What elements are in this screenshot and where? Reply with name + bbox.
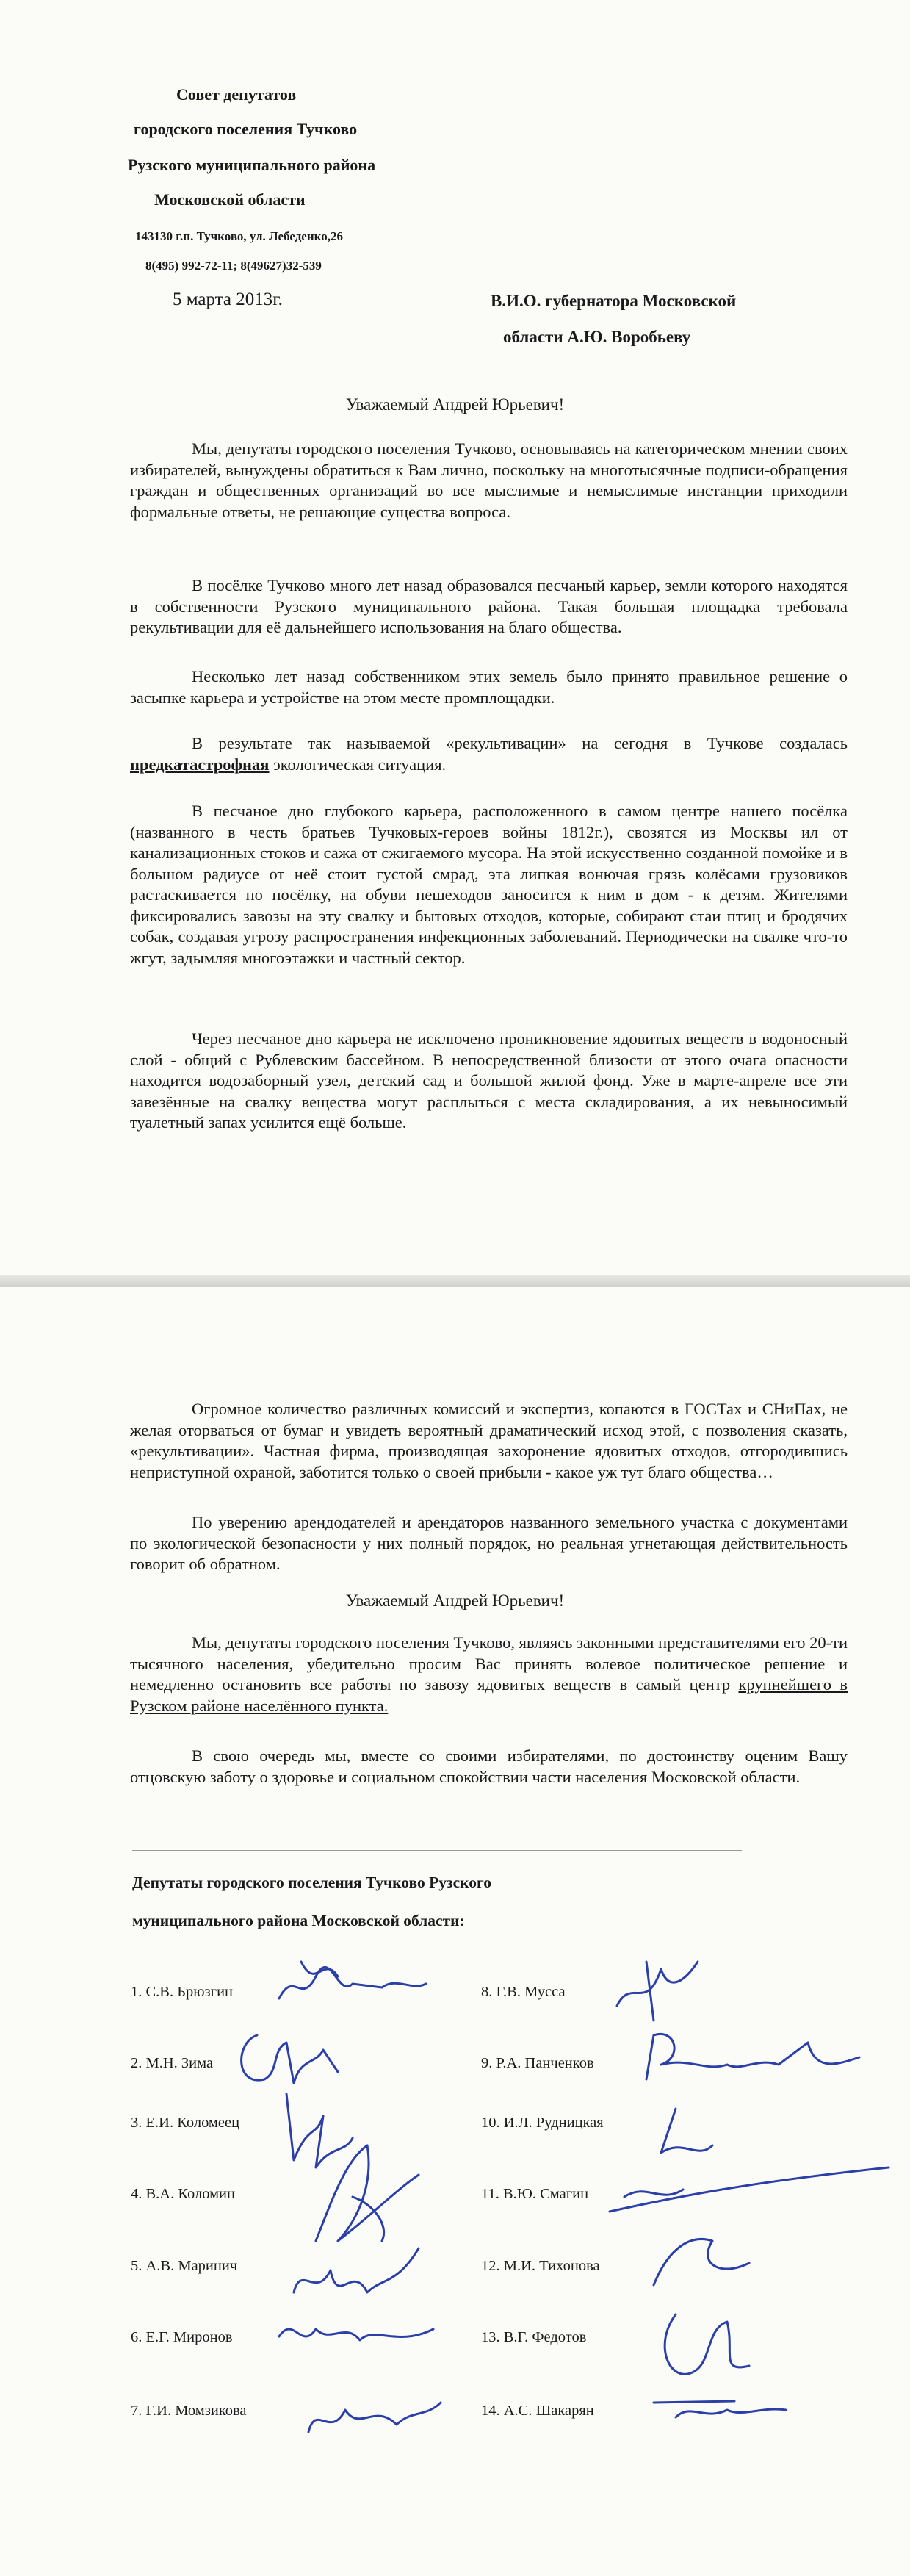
paragraph-9 (130, 1633, 848, 1716)
deputies-heading-line-2: муниципального района Московской области: (132, 1912, 465, 1929)
deputy-12: 12. М.И. Тихонова (481, 2258, 600, 2274)
paragraph-1: Мы, депутаты городского поселения Тучково, основываясь на категорическом мнении своих избирателей, вынуждены обратиться к Вам лично, поскольку на многотысячные подписи-обращения граждан и общественных организаций во все мыслимые и немыслимые инстанции приходили формальные ответы, не решающие существа вопроса. (130, 439, 848, 521)
deputy-13: 13. В.Г. Федотов (481, 2329, 587, 2345)
salutation-2: Уважаемый Андрей Юрьевич! (345, 1591, 565, 1610)
addressee-line-1: В.И.О. губернатора Московской (491, 292, 737, 310)
paragraph-4-emphasis: предкатастрофная (130, 755, 270, 774)
letter-page-1 (0, 0, 910, 1275)
paragraph-7: Огромное количество различных комиссий и экспертиз, копаются в ГОСТах и СНиПах, не желая оторваться от бумаг и увидеть вероятный драматический исход этой, с позволения сказать, «рекультивации». Частная фирма, производящая захоронение ядовитых отходов, отгородившись неприступной охраной, заботится только о своей прибыли - какое уж тут благо общества… (130, 1400, 848, 1481)
paragraph-2: В посёлке Тучково много лет назад образовался песчаный карьер, земли которого находятся в собственности Рузского муниципального района. Такая большая площадка требовала рекультивации для её дальнейшего использования на благо общества. (130, 576, 848, 636)
paragraph-10: В свою очередь мы, вместе со своими избирателями, по достоинству оценим Вашу отцовскую заботу о здоровье и социальном спокойствии части населения Московской области. (130, 1746, 848, 1786)
signature-1 (272, 1947, 433, 2021)
deputy-10: 10. И.Л. Рудницкая (481, 2115, 604, 2131)
letter-date: 5 марта 2013г. (173, 289, 283, 309)
signature-5 (286, 2234, 426, 2314)
header-phones: 8(495) 992-72-11; 8(49627)32-539 (145, 259, 322, 273)
deputy-9: 9. Р.А. Панченков (481, 2055, 594, 2071)
signature-7 (301, 2381, 448, 2454)
header-line-1: Совет депутатов (176, 85, 297, 104)
header-line-2: городского поселения Тучково (134, 120, 358, 138)
signature-14 (646, 2388, 793, 2432)
deputy-5: 5. А.В. Маринич (131, 2258, 238, 2274)
deputies-heading-line-1: Депутаты городского поселения Тучково Рузского (132, 1874, 491, 1891)
deputy-14: 14. А.С. Шакарян (481, 2403, 594, 2419)
signature-6 (272, 2307, 441, 2359)
deputy-2: 2. М.Н. Зима (131, 2055, 214, 2071)
paragraph-9-underlined: крупнейшего в Рузском районе населённого пункта. (130, 1675, 848, 1715)
paragraph-4-text-b: экологическая ситуация. (269, 755, 447, 774)
paragraph-5: В песчаное дно глубокого карьера, расположенного в самом центре нашего посёлка (названного в честь братьев Тучковых-героев войны 1812г.), свозятся из Москвы ил от канализационных стоков и сажа от сжигаемого мусора. На этой искусственно созданной помойке и в большом радиусе от неё стоит густой смрад, эта липкая вонючая грязь колёсами грузовиков растаскивается по посёлку, на обуви пешеходов заносится к ним в дом - к детям. Жителями фиксировались завозы на эту свалку и бытовых отходов, которые, собирают стаи птиц и бродячих собак, создавая угрозу распространения инфекционных заболеваний. Периодически на свалке что-то жгут, задымляя многоэтажки и частный сектор. (130, 802, 848, 967)
paragraph-9-text: Мы, депутаты городского поселения Тучково, являясь законными представителями его 20-ти тысячного населения, убедительно просим Вас принять волевое политическое решение и немедленно остановить все работы по завозу ядовитых веществ в самый центр (130, 1633, 848, 1694)
signature-9 (632, 2013, 867, 2101)
deputy-8: 8. Г.В. Мусса (481, 1984, 566, 2000)
salutation: Уважаемый Андрей Юрьевич! (345, 395, 565, 414)
paragraph-3: Несколько лет назад собственником этих земель было принято правильное решение о засыпке карьера и устройстве на этом месте промплощадки. (130, 667, 848, 707)
deputy-4: 4. В.А. Коломин (131, 2186, 235, 2202)
divider-line (132, 1850, 742, 1851)
deputy-7: 7. Г.И. Момзикова (131, 2403, 247, 2419)
paragraph-6: Через песчаное дно карьера не исключено проникновение ядовитых веществ в водоносный слой - общий с Рублевским бассейном. В непосредственной близости от этого очага опасности находится водозаборный узел, детский сад и большой жилой фонд. Уже в марте-апреле все эти завезённые на свалку вещества могут расплыться с места складирования, а их невыносимый туалетный запах усилится ещё больше. (130, 1029, 848, 1132)
deputy-11: 11. В.Ю. Смагин (481, 2186, 589, 2202)
page-gap (0, 1275, 910, 1287)
signature-13 (646, 2300, 756, 2388)
deputy-1: 1. С.В. Брюзгин (131, 1984, 234, 2000)
header-line-3: Рузского муниципального района (128, 156, 376, 174)
paragraph-4 (130, 733, 848, 775)
header-line-4: Московской области (154, 190, 306, 209)
addressee-line-2: области А.Ю. Воробьеву (503, 328, 691, 346)
paragraph-4-text-a: В результате так называемой «рекультивации» на сегодня в Тучкове создалась (192, 734, 848, 752)
deputy-3: 3. Е.И. Коломеец (131, 2115, 240, 2131)
paragraph-8: По уверению арендодателей и арендаторов названного земельного участка с документами по экологической безопасности у них полный порядок, но реальная угнетающая действительность говорит об обратном. (130, 1513, 848, 1573)
signature-11 (602, 2153, 896, 2219)
deputy-6: 6. Е.Г. Миронов (131, 2329, 233, 2345)
signature-12 (639, 2219, 764, 2300)
header-address: 143130 г.п. Тучково, ул. Лебеденко,26 (135, 229, 343, 243)
